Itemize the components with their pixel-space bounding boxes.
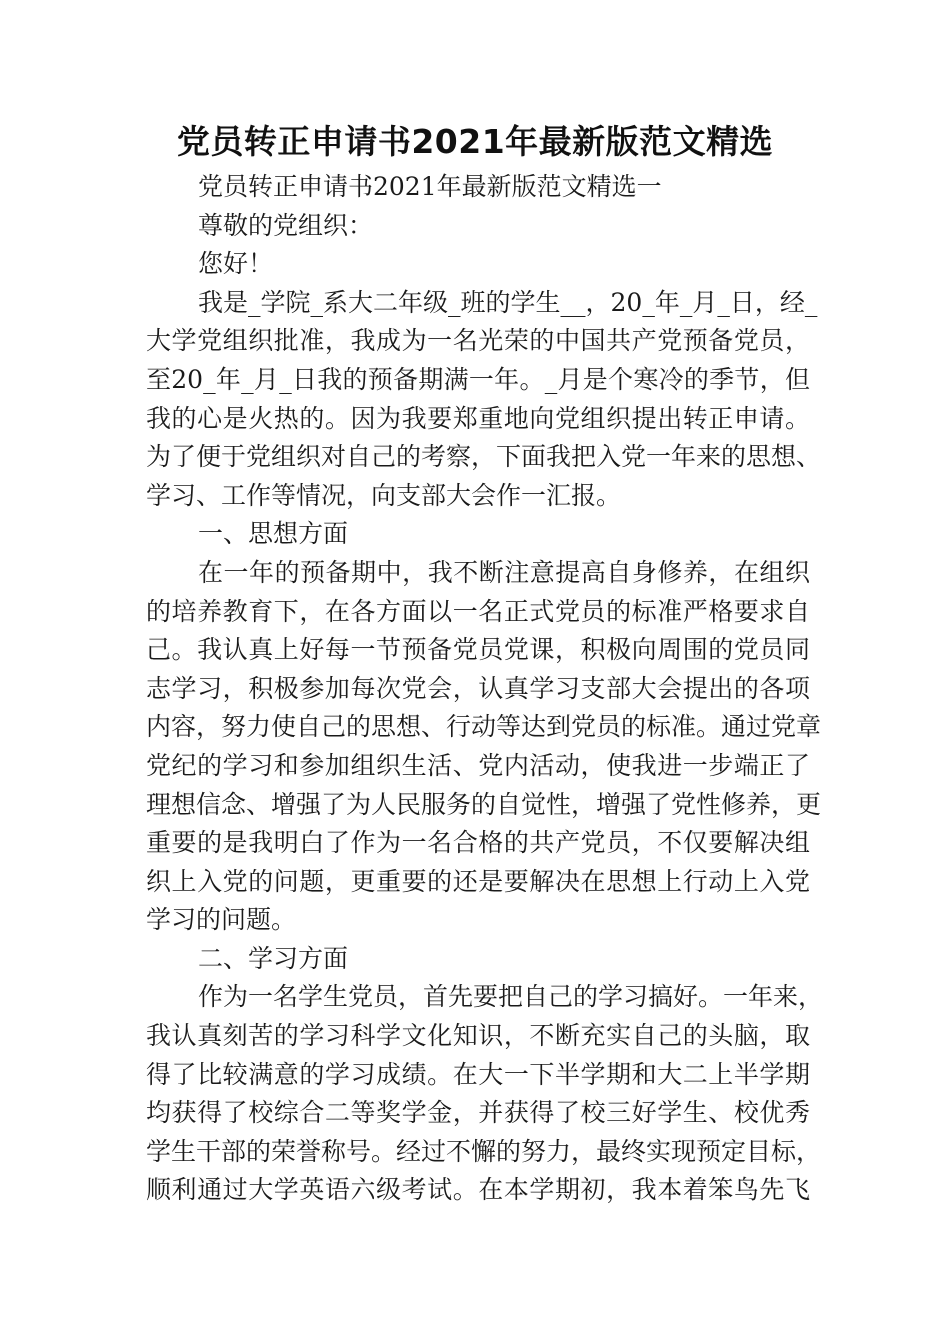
text-line: 为了便于党组织对自己的考察，下面我把入党一年来的思想、 (146, 442, 822, 472)
text-line: 尊敬的党组织： (198, 210, 374, 240)
text-line: 作为一名学生党员，首先要把自己的学习搞好。一年来， (198, 982, 824, 1012)
text-line: 织上入党的问题，更重要的还是要解决在思想上行动上入党 (146, 866, 810, 896)
text-line: 学生干部的荣誉称号。经过不懈的努力，最终实现预定目标， (146, 1136, 822, 1166)
text-line: 在一年的预备期中，我不断注意提高自身修养，在组织 (198, 557, 810, 587)
text-line: 学习、工作等情况，向支部大会作一汇报。 (146, 480, 622, 510)
text-line: 我的心是火热的。因为我要郑重地向党组织提出转正申请。 (146, 403, 810, 433)
text-line: 己。我认真上好每一节预备党员党课，积极向周围的党员同 (146, 635, 810, 665)
text-line: 均获得了校综合二等奖学金，并获得了校三好学生、校优秀 (146, 1098, 810, 1128)
text-line: 的培养教育下，在各方面以一名正式党员的标准严格要求自 (146, 596, 810, 626)
text-line: 得了比较满意的学习成绩。在大一下半学期和大二上半学期 (146, 1059, 810, 1089)
text-line: 党员转正申请书2021年最新版范文精选一 (198, 172, 662, 201)
text-line: 学习的问题。 (146, 905, 297, 935)
text-line: 志学习，积极参加每次党会，认真学习支部大会提出的各项 (146, 673, 810, 703)
text-line: 理想信念、增强了为人民服务的自觉性，增强了党性修养，更 (146, 789, 822, 819)
text-line: 内容，努力使自己的思想、行动等达到党员的标准。通过党章 (146, 712, 822, 742)
text-line: 您好！ (198, 249, 274, 279)
text-line: 二、学习方面 (198, 943, 349, 973)
text-line: 大学党组织批准，我成为一名光荣的中国共产党预备党员， (146, 326, 810, 356)
text-line: 至20_年_月_日我的预备期满一年。_月是个寒冷的季节，但 (146, 364, 810, 394)
text-line: 顺利通过大学英语六级考试。在本学期初，我本着笨鸟先飞 (146, 1175, 810, 1205)
text-line: 党纪的学习和参加组织生活、党内活动，使我进一步端正了 (146, 750, 810, 780)
text-line: 重要的是我明白了作为一名合格的共产党员，不仅要解决组 (146, 828, 810, 858)
text-line: 一、思想方面 (198, 519, 349, 549)
text-line: 我认真刻苦的学习科学文化知识，不断充实自己的头脑，取 (146, 1021, 810, 1051)
document-body (146, 168, 824, 1210)
document-title: 党员转正申请书2021年最新版范文精选 (176, 122, 774, 161)
text-line: 我是_学院_系大二年级_班的学生__，20_年_月_日，经_ (198, 287, 818, 317)
